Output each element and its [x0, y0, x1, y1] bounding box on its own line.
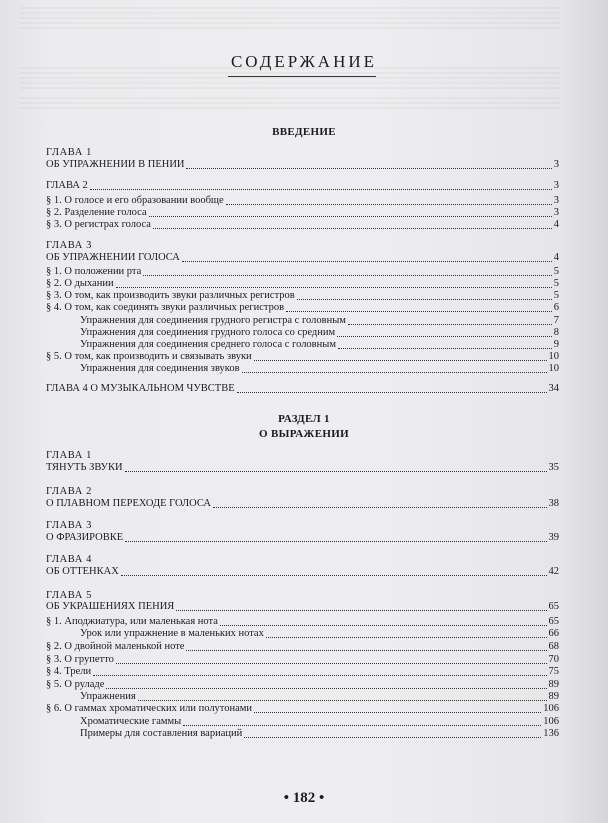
dot-leader: [125, 541, 546, 542]
toc-entry-text: § 2. О двойной маленькой ноте: [46, 641, 185, 652]
toc-entry-page: 4: [553, 252, 559, 263]
toc-entry-text: § 4. О том, как соединять звуки различных регистров: [46, 302, 285, 313]
toc-entry-text: ОБ ОТТЕНКАХ: [46, 566, 119, 577]
toc-entry-text: § 1. Аподжиатура, или маленькая нота: [46, 616, 218, 627]
dot-leader: [244, 737, 541, 738]
dot-leader: [337, 336, 552, 337]
s1-ch3-label: ГЛАВА 3: [46, 520, 92, 531]
toc-entry[interactable]: [46, 679, 559, 691]
toc-entry[interactable]: [46, 266, 559, 278]
toc-entry-text: О ФРАЗИРОВКЕ: [46, 532, 124, 543]
toc-entry-page: 9: [553, 339, 559, 350]
toc-entry-page: 38: [548, 498, 559, 509]
dot-leader: [116, 287, 552, 288]
toc-entry[interactable]: [46, 180, 559, 192]
toc-entry[interactable]: [46, 290, 559, 302]
toc-entry-text: Упражнения: [80, 691, 136, 702]
toc-entry[interactable]: [80, 339, 559, 351]
dot-leader: [297, 299, 552, 300]
s1-ch4-label: ГЛАВА 4: [46, 554, 92, 565]
toc-entry-page: 65: [548, 616, 559, 627]
intro-heading: ВВЕДЕНИЕ: [272, 126, 336, 138]
dot-leader: [348, 324, 552, 325]
dot-leader: [138, 700, 547, 701]
dot-leader: [254, 360, 547, 361]
toc-entry-text: Упражнения для соединения звуков: [80, 363, 240, 374]
toc-entry-text: О ПЛАВНОМ ПЕРЕХОДЕ ГОЛОСА: [46, 498, 211, 509]
s1-ch2-label: ГЛАВА 2: [46, 486, 92, 497]
toc-entry[interactable]: [46, 219, 559, 231]
toc-entry[interactable]: [46, 641, 559, 653]
title-underline: [228, 76, 376, 77]
toc-entry-page: 89: [548, 691, 559, 702]
toc-entry-page: 65: [548, 601, 559, 612]
toc-entry-page: 89: [548, 679, 559, 690]
toc-entry-text: ТЯНУТЬ ЗВУКИ: [46, 462, 123, 473]
s1-ch1-label: ГЛАВА 1: [46, 450, 92, 461]
toc-entry[interactable]: [80, 315, 559, 327]
toc-entry[interactable]: [80, 327, 559, 339]
dot-leader: [183, 725, 541, 726]
toc-entry-page: 136: [543, 728, 559, 739]
intro-ch1-label: ГЛАВА 1: [46, 147, 92, 158]
dot-leader: [93, 675, 546, 676]
toc-entry-text: § 1. О голосе и его образовании вообще: [46, 195, 224, 206]
toc-entry[interactable]: [46, 462, 559, 474]
toc-entry-page: 8: [553, 327, 559, 338]
toc-entry-text: ГЛАВА 4 О МУЗЫКАЛЬНОМ ЧУВСТВЕ: [46, 383, 235, 394]
toc-entry-page: 3: [553, 207, 559, 218]
toc-entry[interactable]: [46, 351, 559, 363]
toc-entry[interactable]: [80, 691, 559, 703]
toc-entry[interactable]: [46, 278, 559, 290]
page-title: СОДЕРЖАНИЕ: [230, 52, 378, 71]
dot-leader: [220, 625, 547, 626]
toc-entry-page: 39: [548, 532, 559, 543]
toc-entry-page: 35: [548, 462, 559, 473]
toc-entry-text: Примеры для составления вариаций: [80, 728, 243, 739]
toc-entry-page: 10: [548, 351, 559, 362]
s1-ch5-label: ГЛАВА 5: [46, 590, 92, 601]
toc-entry-text: ОБ УПРАЖНЕНИИ В ПЕНИИ: [46, 159, 185, 170]
dot-leader: [186, 168, 551, 169]
toc-entry-page: 3: [553, 180, 559, 191]
section1-subheading: О ВЫРАЖЕНИИ: [259, 428, 349, 440]
dot-leader: [176, 610, 546, 611]
toc-entry[interactable]: [46, 207, 559, 219]
dot-leader: [266, 637, 547, 638]
toc-entry[interactable]: [46, 383, 559, 395]
toc-entry-page: 4: [553, 219, 559, 230]
toc-entry[interactable]: [46, 703, 559, 715]
dot-leader: [153, 228, 552, 229]
dot-leader: [254, 712, 541, 713]
toc-entry[interactable]: [46, 498, 559, 510]
toc-entry-page: 34: [548, 383, 559, 394]
dot-leader: [186, 650, 546, 651]
dot-leader: [182, 261, 552, 262]
dot-leader: [125, 471, 547, 472]
toc-entry-page: 70: [548, 654, 559, 665]
section1-heading: РАЗДЕЛ 1: [278, 413, 330, 425]
toc-entry[interactable]: [80, 363, 559, 375]
toc-entry-text: ГЛАВА 2: [46, 180, 88, 191]
dot-leader: [106, 688, 546, 689]
intro-ch3-label: ГЛАВА 3: [46, 240, 92, 251]
page-number: • 182 •: [283, 790, 325, 806]
toc-entry-page: 106: [543, 716, 559, 727]
toc-entry-page: 5: [553, 278, 559, 289]
toc-entry-text: § 6. О гаммах хроматических или полутонами: [46, 703, 253, 714]
dot-leader: [338, 348, 552, 349]
toc-entry-text: Упражнения для соединения грудного регистра с головным: [80, 315, 346, 326]
toc-entry-page: 5: [553, 290, 559, 301]
toc-entry-text: § 1. О положении рта: [46, 266, 142, 277]
dot-leader: [121, 575, 547, 576]
toc-entry[interactable]: [46, 532, 559, 544]
toc-entry-text: § 2. Разделение голоса: [46, 207, 147, 218]
dot-leader: [286, 311, 552, 312]
dot-leader: [237, 392, 547, 393]
dot-leader: [143, 275, 551, 276]
toc-entry[interactable]: [46, 616, 559, 628]
dot-leader: [149, 216, 552, 217]
toc-entry-text: § 3. О групетто: [46, 654, 114, 665]
toc-entry-text: § 4. Трели: [46, 666, 92, 677]
toc-entry[interactable]: [46, 159, 559, 171]
toc-entry-page: 3: [553, 195, 559, 206]
toc-entry[interactable]: [46, 195, 559, 207]
dot-leader: [116, 663, 547, 664]
toc-entry-text: Упражнения для соединения грудного голоса со средним: [80, 327, 336, 338]
toc-entry-text: § 2. О дыхании: [46, 278, 114, 289]
toc-entry-text: Урок или упражнение в маленьких нотах: [80, 628, 264, 639]
toc-entry[interactable]: [46, 252, 559, 264]
toc-entry[interactable]: [80, 728, 559, 740]
toc-entry-text: ОБ УКРАШЕНИЯХ ПЕНИЯ: [46, 601, 175, 612]
toc-entry-page: 106: [543, 703, 559, 714]
toc-entry-page: 7: [553, 315, 559, 326]
toc-entry-page: 75: [548, 666, 559, 677]
dot-leader: [213, 507, 547, 508]
toc-entry-text: ОБ УПРАЖНЕНИИ ГОЛОСА: [46, 252, 180, 263]
toc-entry-page: 3: [553, 159, 559, 170]
toc-entry-page: 68: [548, 641, 559, 652]
toc-entry-text: § 5. О руладе: [46, 679, 105, 690]
toc-entry[interactable]: [46, 666, 559, 678]
dot-leader: [226, 204, 552, 205]
toc-entry[interactable]: [80, 628, 559, 640]
toc-entry-page: 66: [548, 628, 559, 639]
toc-entry-page: 10: [548, 363, 559, 374]
toc-entry-text: § 3. О регистрах голоса: [46, 219, 151, 230]
toc-entry-text: Хроматические гаммы: [80, 716, 182, 727]
toc-entry[interactable]: [80, 716, 559, 728]
toc-entry-text: Упражнения для соединения среднего голоса с головным: [80, 339, 336, 350]
dot-leader: [242, 372, 547, 373]
toc-entry[interactable]: [46, 566, 559, 578]
toc-entry-page: 42: [548, 566, 559, 577]
toc-entry[interactable]: [46, 654, 559, 666]
dot-leader: [90, 189, 552, 190]
toc-entry-text: § 5. О том, как производить и связывать звуки: [46, 351, 252, 362]
toc-entry-page: 5: [553, 266, 559, 277]
toc-entry[interactable]: [46, 601, 559, 613]
toc-entry-text: § 3. О том, как производить звуки различных регистров: [46, 290, 295, 301]
toc-entry[interactable]: [46, 302, 559, 314]
toc-entry-page: 6: [553, 302, 559, 313]
